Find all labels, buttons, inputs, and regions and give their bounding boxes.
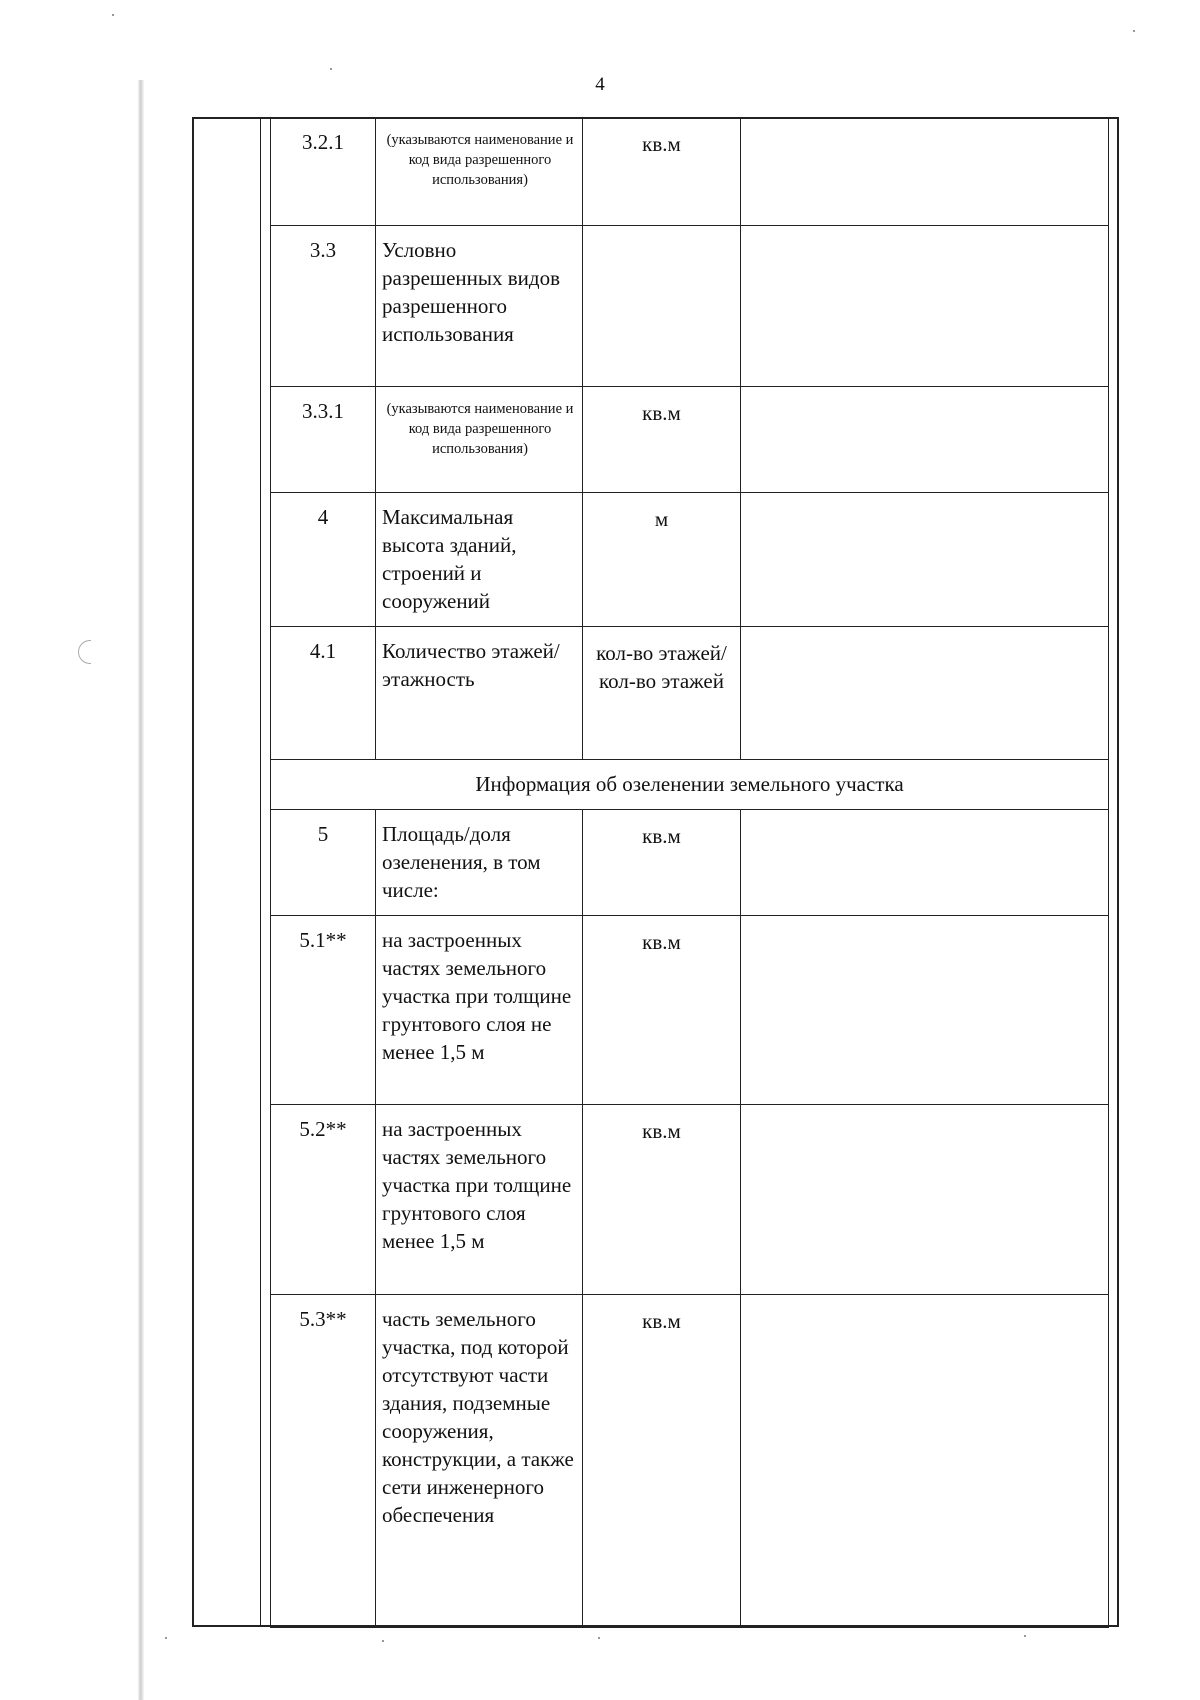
row-value-cell	[741, 627, 1109, 760]
row-name: на застроенных частях земельного участка при толщине грунтового слоя менее 1,5 м	[376, 1105, 583, 1295]
scan-speck	[382, 1640, 384, 1642]
row-number: 5.2**	[271, 1105, 376, 1295]
row-name: (указываются наименование и код вида разрешенного использования)	[376, 387, 583, 493]
row-name: Количество этажей/этажность	[376, 627, 583, 760]
row-unit: кв.м	[583, 1105, 741, 1295]
row-name: Условно разрешенных видов разрешенного использования	[376, 226, 583, 387]
table-row	[271, 627, 1109, 760]
row-value-cell	[741, 387, 1109, 493]
row-value-cell	[741, 118, 1109, 226]
row-value-cell	[741, 810, 1109, 916]
scan-speck	[1024, 1635, 1026, 1637]
row-name: часть земельного участка, под которой отсутствуют части здания, подземные сооружения, конструкции, а также сети инженерного обеспечения	[376, 1295, 583, 1628]
row-value-cell	[741, 916, 1109, 1105]
row-number: 3.3	[271, 226, 376, 387]
row-number: 3.2.1	[271, 118, 376, 226]
row-number: 5.3**	[271, 1295, 376, 1628]
row-value-cell	[741, 226, 1109, 387]
table-row	[271, 1105, 1109, 1295]
row-value-cell	[741, 1295, 1109, 1628]
row-number: 4	[271, 493, 376, 627]
frame-divider	[260, 119, 261, 1625]
page-number: 4	[595, 74, 605, 95]
row-number: 4.1	[271, 627, 376, 760]
binding-hole-mark	[78, 640, 91, 664]
row-value-cell	[741, 493, 1109, 627]
row-name: (указываются наименование и код вида разрешенного использования)	[376, 118, 583, 226]
row-unit: кол-во этажей/ кол-во этажей	[583, 627, 741, 760]
row-value-cell	[741, 1105, 1109, 1295]
row-number: 5.1**	[271, 916, 376, 1105]
binding-spine-shadow	[138, 80, 144, 1700]
row-unit: кв.м	[583, 1295, 741, 1628]
table-section-row	[271, 760, 1109, 810]
row-unit: кв.м	[583, 810, 741, 916]
row-unit: м	[583, 493, 741, 627]
table-row	[271, 226, 1109, 387]
row-number: 3.3.1	[271, 387, 376, 493]
table-row	[271, 493, 1109, 627]
zoning-parameters-table	[270, 117, 1109, 1628]
row-unit	[583, 226, 741, 387]
section-header-greening: Информация об озеленении земельного участка	[271, 760, 1109, 810]
scan-speck	[1133, 30, 1135, 32]
row-unit: кв.м	[583, 916, 741, 1105]
table-row	[271, 810, 1109, 916]
scan-speck	[598, 1637, 600, 1639]
scan-speck	[330, 68, 332, 70]
table-row	[271, 387, 1109, 493]
table-row	[271, 1295, 1109, 1628]
row-name: Максимальная высота зданий, строений и сооружений	[376, 493, 583, 627]
row-name: на застроенных частях земельного участка при толщине грунтового слоя не менее 1,5 м	[376, 916, 583, 1105]
scan-speck	[165, 1637, 167, 1639]
scan-speck	[112, 14, 114, 16]
row-unit: кв.м	[583, 118, 741, 226]
row-name: Площадь/доля озеленения, в том числе:	[376, 810, 583, 916]
table-row	[271, 118, 1109, 226]
table-row	[271, 916, 1109, 1105]
row-unit: кв.м	[583, 387, 741, 493]
row-number: 5	[271, 810, 376, 916]
